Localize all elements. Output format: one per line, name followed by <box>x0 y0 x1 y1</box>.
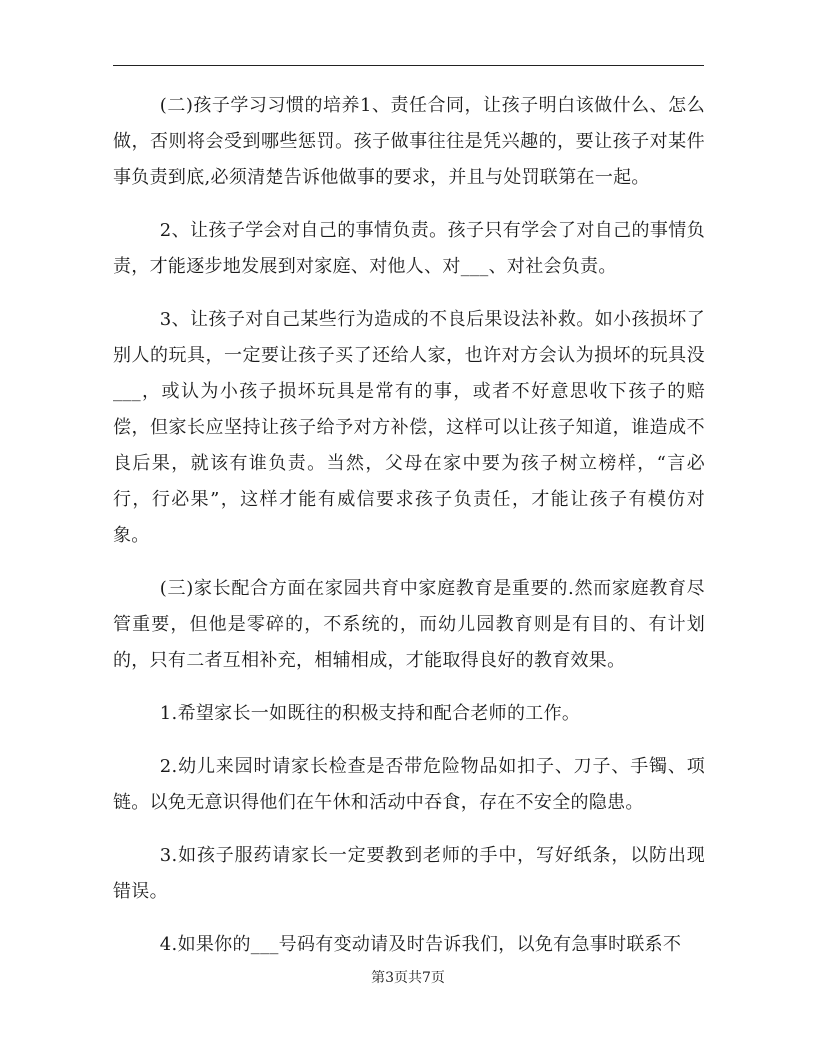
header-rule <box>113 65 704 66</box>
paragraph-parent-cooperation: (三)家长配合方面在家园共育中家庭教育是重要的.然而家庭教育尽管重要，但他是零碎的，不系统的，而幼儿园教育则是有目的、有计划的，只有二者互相补充，相辅相成，才能取得良好的教育效果。 <box>113 578 705 671</box>
paragraph-habit-training: (二)孩子学习习惯的培养1、责任合同，让孩子明白该做什么、怎么做，否则将会受到哪些惩罚。孩子做事往往是凭兴趣的，要让孩子对某件事负责到底,必须清楚告诉他做事的要求，并且与处罚联第在一起。 <box>113 95 705 188</box>
list-item-medicine: 3.如孩子服药请家长一定要教到老师的手中，写好纸条，以防出现错误。 <box>113 845 705 902</box>
page-number: 第3页共7页 <box>371 970 445 986</box>
list-item-support-teachers: 1.希望家长一如既往的积极支持和配合老师的工作。 <box>159 703 581 724</box>
document-body <box>113 88 705 980</box>
list-item-check-dangerous-items: 2.幼儿来园时请家长检查是否带危险物品如扣子、刀子、手镯、项链。以免无意识得他们在午休和活动中吞食，存在不安全的隐患。 <box>113 756 705 813</box>
paragraph-self-responsibility: 2、让孩子学会对自己的事情负责。孩子只有学会了对自己的事情负责，才能逐步地发展到对家庭、对他人、对___、对社会负责。 <box>113 220 705 277</box>
list-item-contact-number: 4.如果你的___号码有变动请及时告诉我们，以免有急事时联系不 <box>159 934 682 955</box>
paragraph-remedy-consequences: 3、让孩子对自己某些行为造成的不良后果设法补救。如小孩损坏了别人的玩具，一定要让孩子买了还给人家，也许对方会认为损坏的玩具没___，或认为小孩子损坏玩具是常有的事，或者不好意思收下孩子的赔偿，但家长应坚持让孩子给予对方补偿，这样可以让孩子知道，谁造成不良后果，就该有谁负责。当然，父母在家中要为孩子树立榜样，“言必行，行必果”，这样才能有威信要求孩子负责任，才能让孩子有模仿对象。 <box>113 309 705 546</box>
